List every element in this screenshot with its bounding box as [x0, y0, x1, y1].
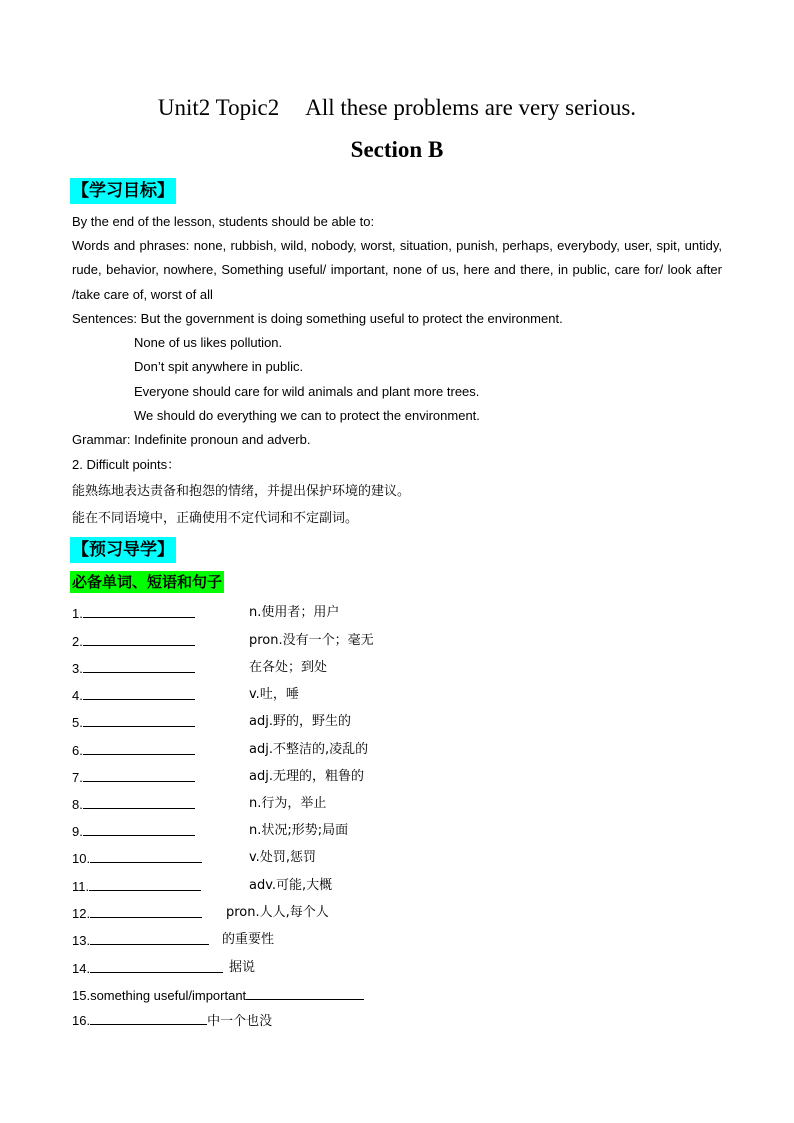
answer-blank[interactable]	[83, 687, 195, 700]
vocab-meaning-12: pron.人人,每个人	[226, 905, 329, 920]
answer-blank[interactable]	[90, 932, 209, 945]
intro-line: By the end of the lesson, students should be able to:	[72, 214, 375, 229]
sentence-row-1	[72, 311, 563, 327]
answer-blank[interactable]	[246, 987, 364, 1000]
sentence-4: Everyone should care for wild animals and plant more trees.	[134, 384, 480, 399]
vocab-item-11	[72, 878, 201, 895]
item-number: 8.	[72, 797, 83, 812]
vocab-meaning-2: pron.没有一个；毫无	[249, 633, 374, 648]
item-prefix: something useful/important	[90, 988, 247, 1003]
cn-point-1: 能熟练地表达责备和抱怨的情绪，并提出保护环境的建议。	[72, 484, 411, 499]
vocab-meaning-16: 中一个也没	[207, 1014, 273, 1029]
answer-blank[interactable]	[83, 742, 195, 755]
vocab-meaning-5: adj.野的，野生的	[249, 714, 351, 729]
vocab-item-4	[72, 687, 195, 704]
vocab-item-1	[72, 605, 195, 622]
vocab-item-8	[72, 796, 195, 813]
sentence-1: But the government is doing something useful to protect the environment.	[140, 311, 563, 326]
answer-blank[interactable]	[89, 878, 201, 891]
preview-heading: 【预习导学】	[70, 537, 176, 563]
vocab-subheading: 必备单词、短语和句子	[72, 573, 223, 591]
page-title	[0, 95, 794, 121]
cn-point-2: 能在不同语境中，正确使用不定代词和不定副词。	[72, 511, 359, 526]
item-number: 11.	[72, 879, 90, 894]
vocab-item-7	[72, 769, 195, 786]
grammar-line: Grammar: Indefinite pronoun and adverb.	[72, 432, 311, 447]
vocab-item-14	[72, 960, 223, 977]
sentence-2: None of us likes pollution.	[134, 335, 283, 350]
vocab-meaning-6: adj.不整洁的,凌乱的	[249, 742, 369, 757]
vocab-item-9	[72, 823, 195, 840]
answer-blank[interactable]	[83, 823, 195, 836]
vocab-meaning-9: n.状况;形势;局面	[249, 823, 349, 838]
vocab-meaning-8: n.行为，举止	[249, 796, 327, 811]
item-number: 2.	[72, 634, 83, 649]
section-title: Section B	[350, 137, 444, 162]
answer-blank[interactable]	[83, 796, 195, 809]
item-number: 5.	[72, 715, 83, 730]
item-number: 6.	[72, 743, 83, 758]
vocab-item-2	[72, 633, 195, 650]
answer-blank[interactable]	[83, 714, 195, 727]
words-phrases: Words and phrases: none, rubbish, wild, nobody, worst, situation, punish, perhaps, everybody, user, spit, untidy, rude, behavior, nowhere, Something useful/ important, none of us, here and there, in public, care for/ look after /take care of, worst of all	[72, 238, 722, 302]
item-number: 9.	[72, 824, 83, 839]
answer-blank[interactable]	[83, 633, 195, 646]
sentence-3: Don’t spit anywhere in public.	[134, 359, 304, 374]
item-number: 3.	[72, 661, 83, 676]
item-number: 1.	[72, 606, 83, 621]
item-number: 15.	[72, 988, 91, 1003]
item-number: 14.	[72, 961, 91, 976]
item-number: 16.	[72, 1013, 91, 1028]
item-number: 4.	[72, 688, 83, 703]
answer-blank[interactable]	[83, 769, 195, 782]
sentences-label: Sentences:	[72, 311, 138, 326]
item-number: 13.	[72, 933, 91, 948]
difficult-points-label: 2. Difficult points：	[72, 457, 181, 472]
vocab-meaning-4: v.吐，唾	[249, 687, 299, 702]
answer-blank[interactable]	[90, 960, 223, 973]
vocab-item-16	[72, 1012, 272, 1030]
vocab-meaning-7: adj.无理的，粗鲁的	[249, 769, 364, 784]
learning-goals-heading: 【学习目标】	[70, 178, 176, 204]
title-text: All these problems are very serious.	[305, 95, 637, 120]
vocab-item-12	[72, 905, 202, 922]
vocab-item-6	[72, 742, 195, 759]
item-number: 7.	[72, 770, 83, 785]
vocab-meaning-14: 据说	[229, 960, 256, 975]
answer-blank[interactable]	[83, 660, 195, 673]
vocab-meaning-1: n.使用者；用户	[249, 605, 340, 620]
item-number: 12.	[72, 906, 91, 921]
sentence-5: We should do everything we can to protect the environment.	[134, 408, 480, 423]
vocab-item-5	[72, 714, 195, 731]
title-unit: Unit2 Topic2	[157, 95, 280, 120]
vocab-meaning-13: 的重要性	[222, 932, 275, 947]
answer-blank[interactable]	[90, 1012, 207, 1025]
answer-blank[interactable]	[90, 850, 202, 863]
vocab-meaning-11: adv.可能,大概	[249, 878, 333, 893]
vocab-meaning-3: 在各处；到处	[249, 660, 328, 675]
vocab-item-13	[72, 932, 209, 949]
answer-blank[interactable]	[90, 905, 202, 918]
vocab-item-15	[72, 987, 364, 1004]
vocab-meaning-10: v.处罚,惩罚	[249, 850, 316, 865]
vocab-item-10	[72, 850, 202, 867]
vocab-item-3	[72, 660, 195, 677]
answer-blank[interactable]	[83, 605, 195, 618]
item-number: 10.	[72, 851, 91, 866]
